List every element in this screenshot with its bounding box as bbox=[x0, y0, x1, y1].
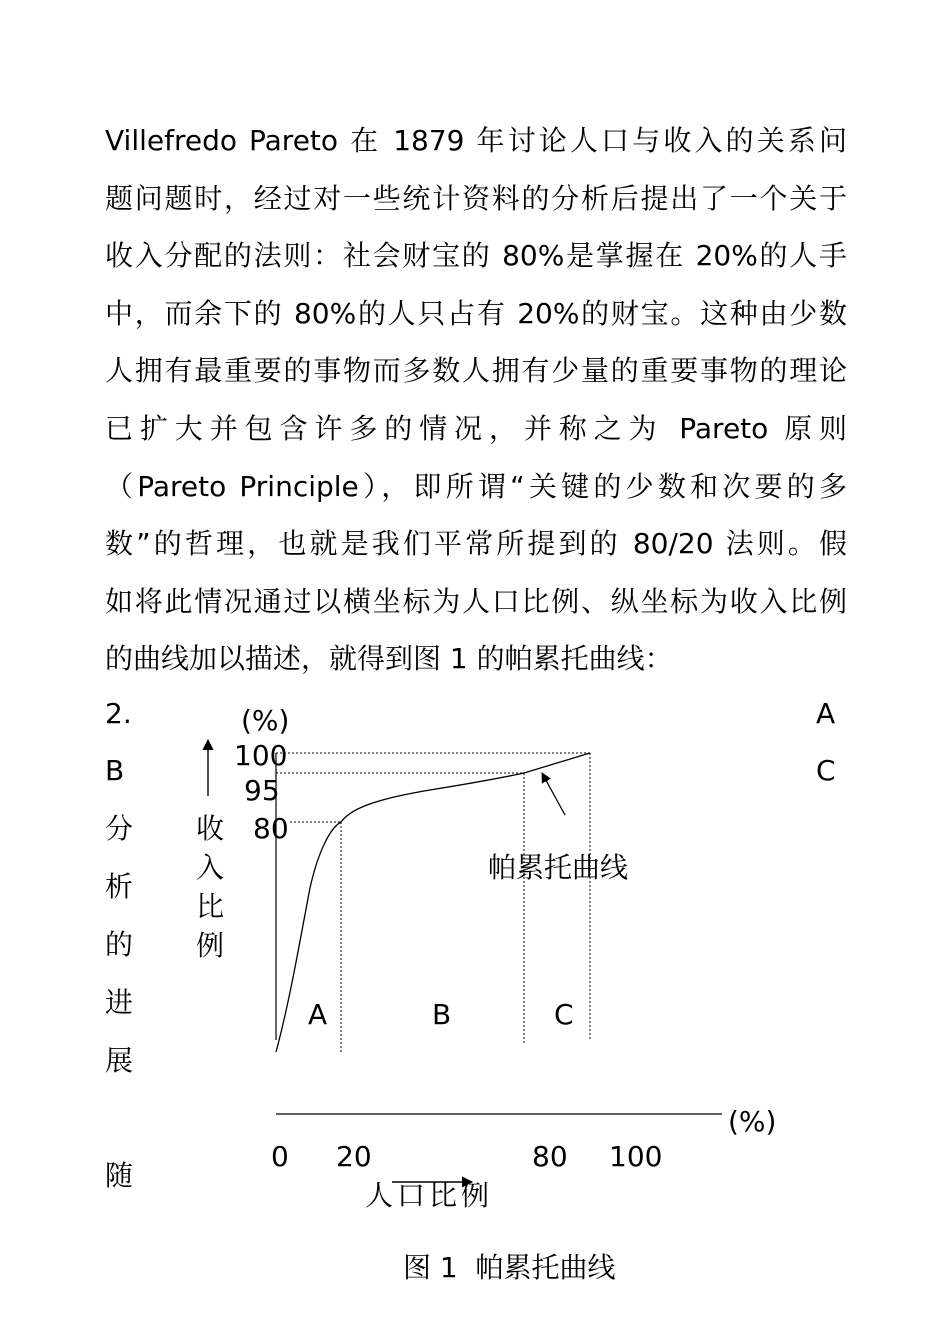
annotation-arrow bbox=[542, 773, 565, 815]
y-axis-label-char: 收 bbox=[196, 812, 225, 845]
caption-text: 帕累托曲线 bbox=[475, 1251, 616, 1284]
x-tick-label: 0 bbox=[271, 1140, 289, 1173]
x-axis-label: 人口比例 bbox=[365, 1179, 494, 1212]
x-unit-label: (%) bbox=[728, 1105, 777, 1138]
reference-lines bbox=[276, 753, 590, 1052]
x-tick-label: 100 bbox=[609, 1140, 663, 1173]
side-char: 分 bbox=[105, 812, 134, 845]
paragraph-line: （Pareto Principle），即所谓“关键的少数和次要的多 bbox=[105, 469, 847, 503]
side-char: 进 bbox=[105, 986, 134, 1019]
side-char: 析 bbox=[105, 870, 134, 903]
y-axis-label-char: 入 bbox=[196, 851, 225, 884]
pareto-curve bbox=[276, 753, 590, 1052]
y-axis-label-char: 例 bbox=[196, 929, 225, 962]
caption-number: 图 1 bbox=[403, 1251, 458, 1284]
x-tick-label: 20 bbox=[336, 1140, 372, 1173]
y-tick-label: 80 bbox=[253, 812, 289, 845]
y-tick-label: 95 bbox=[244, 774, 280, 807]
paragraph-line: 收入分配的法则：社会财宝的 80%是掌握在 20%的人手 bbox=[105, 239, 847, 273]
side-char: 的 bbox=[105, 928, 134, 961]
paragraph-line: Villefredo Pareto 在 1879 年讨论人口与收入的关系问 bbox=[105, 124, 847, 157]
paragraph-line: 的曲线加以描述，就得到图 1 的帕累托曲线： bbox=[105, 642, 673, 676]
paragraph-line: 数”的哲理，也就是我们平常所提到的 80/20 法则。假 bbox=[105, 527, 847, 561]
side-char: 展 bbox=[105, 1044, 134, 1077]
paragraph-line: 已扩大并包含许多的情况，并称之为 Pareto 原则 bbox=[105, 411, 847, 445]
region-label-c: C bbox=[554, 998, 574, 1031]
side-letter: C bbox=[816, 754, 836, 787]
y-tick-label: 100 bbox=[234, 739, 288, 772]
paragraph-line: 中，而余下的 80%的人只占有 20%的财宝。这种由少数 bbox=[105, 296, 847, 330]
y-unit-label: (%) bbox=[241, 704, 290, 737]
region-label-a: A bbox=[308, 998, 328, 1031]
paragraph-line: 如将此情况通过以横坐标为人口比例、纵坐标为收入比例 bbox=[105, 584, 847, 618]
side-char: B bbox=[105, 754, 125, 787]
y-axis-label-char: 比 bbox=[196, 890, 225, 923]
paragraph-line: 题问题时，经过对一些统计资料的分析后提出了一个关于 bbox=[105, 181, 847, 215]
paragraph-line: 人拥有最重要的事物而多数人拥有少量的重要事物的理论 bbox=[105, 354, 847, 388]
side-char: 随 bbox=[105, 1159, 134, 1192]
section-number: 2. bbox=[105, 697, 132, 730]
region-label-b: B bbox=[432, 998, 452, 1031]
side-letter: A bbox=[816, 697, 836, 730]
curve-annotation: 帕累托曲线 bbox=[488, 851, 629, 884]
x-tick-label: 80 bbox=[532, 1140, 568, 1173]
